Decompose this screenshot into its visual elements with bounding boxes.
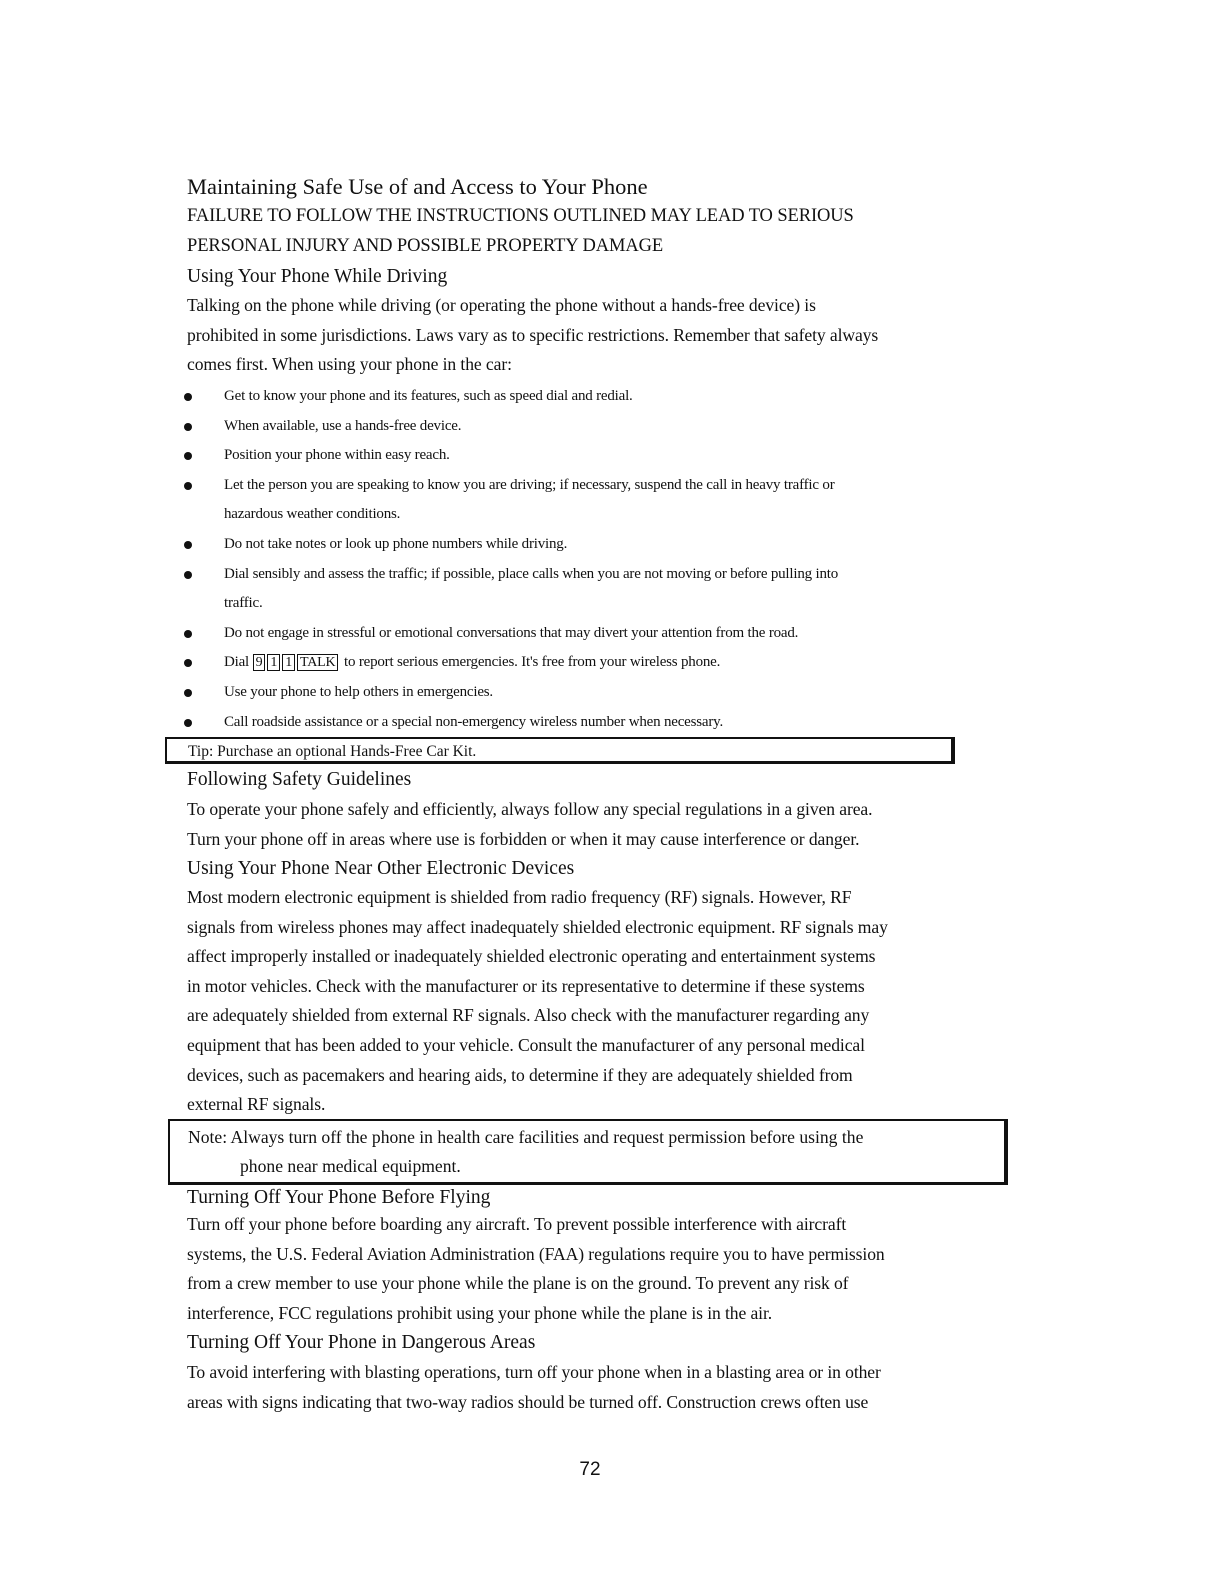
dangerous-line: areas with signs indicating that two-way radios should be turned off. Construction crews often use [187, 1391, 869, 1412]
key-1: 1 [267, 654, 280, 671]
bullet-item: When available, use a hands-free device. [183, 412, 1003, 442]
key-9: 9 [253, 654, 266, 671]
bullet-item: Position your phone within easy reach. [183, 441, 1003, 471]
bullet-item-dial [183, 648, 1003, 678]
electronic-line: external RF signals. [187, 1094, 326, 1115]
heading-electronic: Using Your Phone Near Other Electronic Devices [187, 858, 575, 879]
bullet-dot-icon [184, 571, 192, 579]
bullet-dot-icon [184, 482, 192, 490]
dial-prefix: Dial [224, 654, 250, 671]
flying-body [187, 1210, 1017, 1328]
electronic-body [187, 883, 1017, 1120]
bullet-item: Let the person you are speaking to know you are driving; if necessary, suspend the call in heavy traffic or hazardous weather conditions. [183, 471, 1003, 530]
key-talk: TALK [297, 654, 338, 671]
dial-suffix: to report serious emergencies. It's free from your wireless phone. [344, 654, 721, 671]
guidelines-body [187, 795, 1017, 854]
guidelines-line: Turn your phone off in areas where use is forbidden or when it may cause interference or danger. [187, 828, 860, 849]
bullet-dot-icon [184, 423, 192, 431]
driving-intro-line: comes first. When using your phone in the car: [187, 354, 512, 375]
bullet-item: Dial sensibly and assess the traffic; if possible, place calls when you are not moving or before pulling into traffic. [183, 560, 1003, 619]
bullet-item: Do not take notes or look up phone numbers while driving. [183, 530, 1003, 560]
bullet-item: Do not engage in stressful or emotional conversations that may divert your attention from the road. [183, 619, 1003, 649]
bullet-dot-icon [184, 452, 192, 460]
note-box [168, 1119, 1008, 1185]
driving-intro-line: prohibited in some jurisdictions. Laws vary as to specific restrictions. Remember that safety always [187, 324, 879, 345]
bullet-item: Use your phone to help others in emergencies. [183, 678, 1003, 708]
bullet-item: Call roadside assistance or a special non-emergency wireless number when necessary. [183, 708, 1003, 738]
flying-line: Turn off your phone before boarding any aircraft. To prevent possible interference with aircraft [187, 1214, 847, 1234]
electronic-line: affect improperly installed or inadequately shielded electronic operating and entertainment systems [187, 946, 876, 967]
heading-driving: Using Your Phone While Driving [187, 266, 448, 287]
tip-box: Tip: Purchase an optional Hands-Free Car Kit. [165, 737, 955, 764]
bullet-dot-icon [184, 659, 192, 667]
driving-intro-line: Talking on the phone while driving (or operating the phone without a hands-free device) is [187, 295, 816, 315]
flying-line: systems, the U.S. Federal Aviation Administration (FAA) regulations require you to have permission [187, 1243, 885, 1264]
dangerous-line: To avoid interfering with blasting operations, turn off your phone when in a blasting area or in other [187, 1362, 881, 1382]
page-title: Maintaining Safe Use of and Access to Your Phone [187, 174, 648, 199]
heading-guidelines: Following Safety Guidelines [187, 769, 412, 790]
electronic-line: equipment that has been added to your vehicle. Consult the manufacturer of any personal medical [187, 1034, 865, 1055]
heading-dangerous: Turning Off Your Phone in Dangerous Areas [187, 1332, 536, 1353]
warning-line-1: FAILURE TO FOLLOW THE INSTRUCTIONS OUTLINED MAY LEAD TO SERIOUS [187, 206, 854, 226]
electronic-line: signals from wireless phones may affect inadequately shielded electronic equipment. RF signals may [187, 916, 888, 937]
bullet-dot-icon [184, 689, 192, 697]
dangerous-body [187, 1358, 1017, 1417]
bullet-dot-icon [184, 393, 192, 401]
electronic-line: are adequately shielded from external RF signals. Also check with the manufacturer regarding any [187, 1005, 870, 1026]
flying-line: from a crew member to use your phone while the plane is on the ground. To prevent any risk of [187, 1273, 849, 1294]
electronic-line: devices, such as pacemakers and hearing aids, to determine if they are adequately shielded from [187, 1064, 853, 1085]
guidelines-line: To operate your phone safely and efficiently, always follow any special regulations in a given area. [187, 799, 873, 819]
warning-line-2: PERSONAL INJURY AND POSSIBLE PROPERTY DAMAGE [187, 236, 664, 256]
bullet-dot-icon [184, 630, 192, 638]
bullet-dot-icon [184, 719, 192, 727]
note-line: Note: Always turn off the phone in health care facilities and request permission before using the [188, 1127, 864, 1147]
flying-line: interference, FCC regulations prohibit using your phone while the plane is in the air. [187, 1302, 773, 1323]
electronic-line: in motor vehicles. Check with the manufacturer or its representative to determine if these systems [187, 975, 865, 996]
driving-intro [187, 291, 1017, 380]
page-number: 72 [579, 1459, 601, 1480]
note-line: phone near medical equipment. [240, 1156, 461, 1176]
key-1: 1 [282, 654, 295, 671]
bullet-dot-icon [184, 541, 192, 549]
electronic-line: Most modern electronic equipment is shielded from radio frequency (RF) signals. However, RF [187, 887, 852, 907]
heading-flying: Turning Off Your Phone Before Flying [187, 1187, 491, 1208]
driving-bullet-list [183, 382, 1003, 737]
bullet-item: Get to know your phone and its features, such as speed dial and redial. [183, 382, 1003, 412]
